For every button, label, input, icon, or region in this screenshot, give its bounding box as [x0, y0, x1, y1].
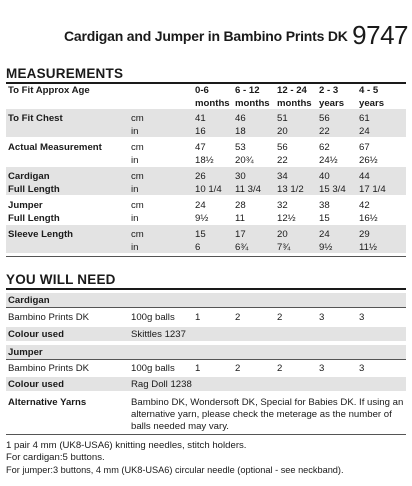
row-unit: in: [131, 213, 139, 224]
colour-value: Rag Doll 1238: [131, 379, 192, 390]
cell-value: 9½: [195, 213, 209, 224]
table-row: [6, 125, 406, 138]
ball-quantity: 2: [235, 312, 241, 323]
cell-value: 11: [235, 213, 245, 224]
colour-label: Colour used: [8, 329, 64, 340]
cell-value: 16½: [359, 213, 378, 224]
note-line: 1 pair 4 mm (UK8-USA6) knitting needles, stitch holders.: [6, 440, 247, 451]
row-unit: in: [131, 242, 139, 253]
ball-quantity: 3: [359, 312, 365, 323]
row-label: Cardigan: [8, 171, 50, 182]
pattern-number: 9747: [352, 20, 408, 50]
table-row: [6, 228, 406, 241]
cell-value: 7¾: [277, 242, 291, 253]
note-line: For cardigan:5 buttons.: [6, 452, 105, 463]
row-divider: [6, 434, 406, 435]
row-label: Actual Measurement: [8, 142, 102, 153]
table-divider: [6, 256, 406, 257]
table-row: [6, 170, 406, 183]
you-will-need-heading: YOU WILL NEED: [6, 272, 406, 290]
ball-size: 100g balls: [131, 363, 175, 374]
cell-value: 24½: [319, 155, 338, 166]
row-label: Full Length: [8, 213, 60, 224]
row-unit: in: [131, 155, 139, 166]
table-row: [6, 141, 406, 154]
cardigan-colour-row: [6, 328, 406, 341]
age-range: 2 - 3: [319, 85, 339, 96]
cell-value: 18½: [195, 155, 214, 166]
cell-value: 20: [277, 229, 288, 240]
age-range: 4 - 5: [359, 85, 379, 96]
cell-value: 17: [235, 229, 246, 240]
cardigan-subheading-row: [6, 294, 406, 307]
cell-value: 22: [319, 126, 330, 137]
jumper-subheading: Jumper: [8, 347, 43, 358]
row-divider: [6, 307, 406, 308]
row-unit: in: [131, 184, 139, 195]
measurements-heading: MEASUREMENTS: [6, 66, 406, 84]
note-line: For jumper:3 buttons, 4 mm (UK8-USA6) circular needle (optional - see neckband).: [6, 465, 344, 475]
alternative-yarns-label: Alternative Yarns: [8, 397, 87, 408]
cell-value: 15: [195, 229, 206, 240]
fit-age-label: To Fit Approx Age: [8, 85, 90, 96]
row-unit: cm: [131, 229, 144, 240]
cell-value: 34: [277, 171, 288, 182]
age-range: 12 - 24: [277, 85, 307, 96]
row-label: Sleeve Length: [8, 229, 74, 240]
ball-quantity: 1: [195, 363, 201, 374]
row-unit: in: [131, 126, 139, 137]
ball-quantity: 3: [359, 363, 365, 374]
cell-value: 20¾: [235, 155, 254, 166]
ball-quantity: 3: [319, 363, 325, 374]
cell-value: 53: [235, 142, 246, 153]
row-divider: [6, 359, 406, 360]
row-unit: cm: [131, 200, 144, 211]
row-unit: cm: [131, 113, 144, 124]
jumper-subheading-row: [6, 346, 406, 359]
cell-value: 13 1/2: [277, 184, 304, 195]
cell-value: 11 3/4: [235, 184, 261, 195]
ball-quantity: 2: [277, 312, 283, 323]
age-unit: months: [235, 98, 270, 109]
yarn-name: Bambino Prints DK: [8, 363, 90, 374]
cell-value: 15 3/4: [319, 184, 346, 195]
cell-value: 20: [277, 126, 288, 137]
cell-value: 6¾: [235, 242, 249, 253]
table-row: [6, 241, 406, 254]
cell-value: 26½: [359, 155, 378, 166]
colour-value: Skittles 1237: [131, 329, 186, 340]
cell-value: 56: [277, 142, 288, 153]
cell-value: 67: [359, 142, 370, 153]
cell-value: 11½: [359, 242, 377, 253]
cell-value: 29: [359, 229, 370, 240]
cell-value: 6: [195, 242, 201, 253]
jumper-colour-row: [6, 378, 406, 391]
ball-quantity: 3: [319, 312, 325, 323]
ball-quantity: 1: [195, 312, 201, 323]
cell-value: 47: [195, 142, 206, 153]
alternative-yarns-text: Bambino DK, Wondersoft DK, Special for Babies DK. If using an alternative yarn, please check the meterage as the number of balls needed may vary.: [131, 397, 404, 432]
cell-value: 24: [195, 200, 206, 211]
age-unit: months: [195, 98, 230, 109]
table-row: [6, 183, 406, 196]
table-row: [6, 199, 406, 212]
table-row: [6, 212, 406, 225]
cell-value: 61: [359, 113, 370, 124]
row-unit: cm: [131, 171, 144, 182]
row-label: Jumper: [8, 200, 43, 211]
pattern-title: [0, 20, 408, 51]
row-label: Full Length: [8, 184, 60, 195]
age-unit: years: [359, 98, 385, 109]
cell-value: 17 1/4: [359, 184, 386, 195]
cell-value: 30: [235, 171, 246, 182]
cell-value: 62: [319, 142, 330, 153]
age-range: 0-6: [195, 85, 209, 96]
age-header-row-2: [6, 97, 406, 110]
cell-value: 24: [359, 126, 370, 137]
cell-value: 44: [359, 171, 370, 182]
cell-value: 15: [319, 213, 330, 224]
cell-value: 32: [277, 200, 288, 211]
age-unit: years: [319, 98, 345, 109]
age-header-row: [6, 84, 406, 97]
cell-value: 28: [235, 200, 246, 211]
table-row: [6, 154, 406, 167]
cell-value: 9½: [319, 242, 333, 253]
cell-value: 46: [235, 113, 246, 124]
cell-value: 41: [195, 113, 206, 124]
row-unit: cm: [131, 142, 144, 153]
row-label: To Fit Chest: [8, 113, 63, 124]
table-row: [6, 112, 406, 125]
yarn-name: Bambino Prints DK: [8, 312, 90, 323]
cell-value: 51: [277, 113, 288, 124]
cell-value: 18: [235, 126, 246, 137]
cell-value: 56: [319, 113, 330, 124]
cell-value: 26: [195, 171, 206, 182]
jumper-yarn-row: [6, 362, 406, 375]
cell-value: 12½: [277, 213, 296, 224]
title-text: Cardigan and Jumper in Bambino Prints DK: [63, 28, 348, 44]
age-range: 6 - 12: [235, 85, 260, 96]
cell-value: 10 1/4: [195, 184, 222, 195]
cell-value: 24: [319, 229, 330, 240]
ball-quantity: 2: [277, 363, 283, 374]
cell-value: 40: [319, 171, 330, 182]
colour-label: Colour used: [8, 379, 64, 390]
ball-size: 100g balls: [131, 312, 175, 323]
ball-quantity: 2: [235, 363, 241, 374]
age-unit: months: [277, 98, 312, 109]
cell-value: 16: [195, 126, 206, 137]
cardigan-subheading: Cardigan: [8, 295, 50, 306]
cell-value: 42: [359, 200, 370, 211]
cardigan-yarn-row: [6, 311, 406, 324]
cell-value: 38: [319, 200, 330, 211]
cell-value: 22: [277, 155, 288, 166]
